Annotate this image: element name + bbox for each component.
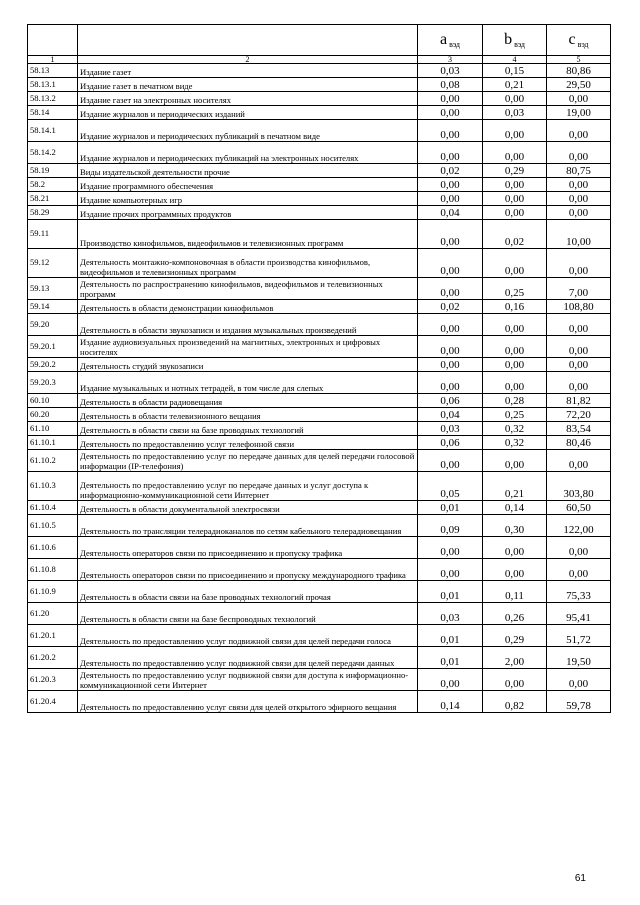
row-b-value: 0,02	[483, 220, 547, 249]
row-name-cell: Издание газет	[78, 64, 418, 78]
table-row	[28, 559, 611, 581]
row-b-value: 0,00	[483, 358, 547, 372]
table-row	[28, 164, 611, 178]
row-b-value: 0,00	[483, 669, 547, 691]
row-name-cell: Издание журналов и периодических публикаций на электронных носителях	[78, 142, 418, 164]
row-code-cell: 59.13	[28, 278, 78, 300]
row-name-cell: Деятельность по предоставлению услуг связи для целей открытого эфирного вещания	[78, 691, 418, 713]
row-a-value: 0,00	[418, 314, 483, 336]
row-name-cell: Издание компьютерных игр	[78, 192, 418, 206]
row-name-cell: Деятельность в области телевизионного вещания	[78, 408, 418, 422]
table-row	[28, 669, 611, 691]
header-cell-name	[78, 25, 418, 56]
row-code-cell: 61.20.1	[28, 625, 78, 647]
row-b-value: 0,00	[483, 206, 547, 220]
row-a-value: 0,00	[418, 537, 483, 559]
column-index: 1	[28, 56, 78, 64]
row-c-value: 19,50	[547, 647, 611, 669]
table-row	[28, 192, 611, 206]
row-c-value: 0,00	[547, 314, 611, 336]
row-c-value: 80,86	[547, 64, 611, 78]
row-c-value: 122,00	[547, 515, 611, 537]
row-c-value: 19,00	[547, 106, 611, 120]
row-b-value: 0,21	[483, 472, 547, 501]
row-name-cell: Деятельность в области связи на базе проводных технологий прочая	[78, 581, 418, 603]
column-index: 3	[418, 56, 483, 64]
row-code-cell: 61.10.9	[28, 581, 78, 603]
row-a-value: 0,00	[418, 559, 483, 581]
row-code-cell: 61.10.4	[28, 501, 78, 515]
table-row	[28, 142, 611, 164]
row-c-value: 0,00	[547, 450, 611, 472]
row-name-cell: Деятельность студий звукозаписи	[78, 358, 418, 372]
row-a-value: 0,05	[418, 472, 483, 501]
row-b-value: 0,28	[483, 394, 547, 408]
row-a-value: 0,02	[418, 164, 483, 178]
table-row	[28, 278, 611, 300]
row-name-cell: Деятельность операторов связи по присоединению и пропуску международного трафика	[78, 559, 418, 581]
row-a-value: 0,06	[418, 436, 483, 450]
row-code-cell: 61.10.8	[28, 559, 78, 581]
row-code-cell: 58.13.2	[28, 92, 78, 106]
row-code-cell: 59.11	[28, 220, 78, 249]
row-a-value: 0,04	[418, 206, 483, 220]
row-c-value: 0,00	[547, 142, 611, 164]
row-code-cell: 58.14.1	[28, 120, 78, 142]
table-row	[28, 625, 611, 647]
row-b-value: 0,32	[483, 422, 547, 436]
row-name-cell: Виды издательской деятельности прочие	[78, 164, 418, 178]
row-a-value: 0,01	[418, 647, 483, 669]
row-code-cell: 59.20	[28, 314, 78, 336]
row-c-value: 60,50	[547, 501, 611, 515]
table-row	[28, 472, 611, 501]
row-name-cell: Издание журналов и периодических публикаций в печатном виде	[78, 120, 418, 142]
row-b-value: 0,00	[483, 314, 547, 336]
row-c-value: 80,75	[547, 164, 611, 178]
row-name-cell: Деятельность по предоставлению услуг подвижной связи для целей передачи голоса	[78, 625, 418, 647]
table-row	[28, 249, 611, 278]
row-c-value: 0,00	[547, 178, 611, 192]
row-name-cell: Деятельность по распространению кинофильмов, видеофильмов и телевизионных программ	[78, 278, 418, 300]
row-b-value: 2,00	[483, 647, 547, 669]
row-c-value: 0,00	[547, 559, 611, 581]
row-code-cell: 60.20	[28, 408, 78, 422]
row-code-cell: 61.10.2	[28, 450, 78, 472]
table-row	[28, 691, 611, 713]
row-b-value: 0,00	[483, 142, 547, 164]
column-index-row	[28, 56, 611, 64]
row-a-value: 0,00	[418, 336, 483, 358]
row-a-value: 0,00	[418, 142, 483, 164]
row-c-value: 81,82	[547, 394, 611, 408]
table-row	[28, 178, 611, 192]
table-row	[28, 647, 611, 669]
row-name-cell: Деятельность по предоставлению услуг подвижной связи для доступа к информационно-коммуникационной сети Интернет	[78, 669, 418, 691]
row-c-value: 29,50	[547, 78, 611, 92]
column-index: 5	[547, 56, 611, 64]
row-code-cell: 59.12	[28, 249, 78, 278]
header-cell-b: b $_{вэд}$	[483, 25, 547, 56]
row-c-value: 0,00	[547, 206, 611, 220]
table-row	[28, 314, 611, 336]
row-c-value: 0,00	[547, 120, 611, 142]
row-name-cell: Деятельность по предоставлению услуг по передаче данных для целей передачи голосовой информации (IP-телефония)	[78, 450, 418, 472]
row-a-value: 0,00	[418, 450, 483, 472]
row-b-value: 0,00	[483, 192, 547, 206]
row-code-cell: 61.20	[28, 603, 78, 625]
row-a-value: 0,04	[418, 408, 483, 422]
row-code-cell: 59.20.2	[28, 358, 78, 372]
row-name-cell: Издание прочих программных продуктов	[78, 206, 418, 220]
row-code-cell: 60.10	[28, 394, 78, 408]
row-b-value: 0,29	[483, 164, 547, 178]
row-code-cell: 61.20.3	[28, 669, 78, 691]
row-code-cell: 61.10.1	[28, 436, 78, 450]
row-name-cell: Издание аудиовизуальных произведений на магнитных, электронных и цифровых носителях	[78, 336, 418, 358]
coefficients-table	[27, 24, 611, 713]
row-a-value: 0,01	[418, 625, 483, 647]
row-c-value: 59,78	[547, 691, 611, 713]
row-a-value: 0,14	[418, 691, 483, 713]
row-code-cell: 61.20.4	[28, 691, 78, 713]
row-name-cell: Издание газет на электронных носителях	[78, 92, 418, 106]
row-name-cell: Деятельность в области звукозаписи и издания музыкальных произведений	[78, 314, 418, 336]
row-code-cell: 61.20.2	[28, 647, 78, 669]
document-sheet	[27, 24, 611, 713]
row-b-value: 0,00	[483, 537, 547, 559]
table-row	[28, 206, 611, 220]
row-b-value: 0,32	[483, 436, 547, 450]
row-code-cell: 58.2	[28, 178, 78, 192]
row-b-value: 0,16	[483, 300, 547, 314]
row-name-cell: Деятельность по трансляции телерадиоканалов по сетям кабельного телерадиовещания	[78, 515, 418, 537]
row-name-cell: Деятельность в области радиовещания	[78, 394, 418, 408]
row-c-value: 0,00	[547, 249, 611, 278]
row-c-value: 83,54	[547, 422, 611, 436]
row-name-cell: Деятельность в области демонстрации кинофильмов	[78, 300, 418, 314]
row-code-cell: 58.13	[28, 64, 78, 78]
row-a-value: 0,00	[418, 372, 483, 394]
table-row	[28, 106, 611, 120]
row-c-value: 0,00	[547, 358, 611, 372]
row-a-value: 0,00	[418, 669, 483, 691]
header-cell-c: c $_{вэд}$	[547, 25, 611, 56]
table-row	[28, 450, 611, 472]
row-name-cell: Деятельность по предоставлению услуг подвижной связи для целей передачи данных	[78, 647, 418, 669]
row-a-value: 0,02	[418, 300, 483, 314]
row-code-cell: 58.21	[28, 192, 78, 206]
row-c-value: 7,00	[547, 278, 611, 300]
row-b-value: 0,00	[483, 372, 547, 394]
table-row	[28, 394, 611, 408]
row-a-value: 0,00	[418, 278, 483, 300]
row-code-cell: 61.10.6	[28, 537, 78, 559]
row-b-value: 0,29	[483, 625, 547, 647]
row-a-value: 0,00	[418, 192, 483, 206]
table-row	[28, 358, 611, 372]
page-number: 61	[574, 873, 586, 884]
row-a-value: 0,01	[418, 581, 483, 603]
row-b-value: 0,11	[483, 581, 547, 603]
row-a-value: 0,01	[418, 501, 483, 515]
row-name-cell: Издание журналов и периодических изданий	[78, 106, 418, 120]
table-row	[28, 220, 611, 249]
row-name-cell: Деятельность в области связи на базе беспроводных технологий	[78, 603, 418, 625]
table-row	[28, 603, 611, 625]
row-name-cell: Деятельность монтажно-компоновочная в области производства кинофильмов, видеофильмов и телевизионных программ	[78, 249, 418, 278]
table-row	[28, 336, 611, 358]
row-name-cell: Издание музыкальных и нотных тетрадей, в том числе для слепых	[78, 372, 418, 394]
table-row	[28, 501, 611, 515]
row-a-value: 0,06	[418, 394, 483, 408]
table-row	[28, 537, 611, 559]
row-c-value: 0,00	[547, 336, 611, 358]
row-a-value: 0,09	[418, 515, 483, 537]
row-name-cell: Деятельность в области документальной электросвязи	[78, 501, 418, 515]
row-c-value: 51,72	[547, 625, 611, 647]
row-code-cell: 61.10.5	[28, 515, 78, 537]
table-row	[28, 581, 611, 603]
row-b-value: 0,03	[483, 106, 547, 120]
header-cell-a: a $_{вэд}$	[418, 25, 483, 56]
header-cell-code	[28, 25, 78, 56]
row-c-value: 0,00	[547, 372, 611, 394]
row-b-value: 0,15	[483, 64, 547, 78]
row-b-value: 0,00	[483, 249, 547, 278]
row-name-cell: Деятельность по предоставлению услуг телефонной связи	[78, 436, 418, 450]
table-row	[28, 92, 611, 106]
row-a-value: 0,00	[418, 220, 483, 249]
row-name-cell: Деятельность по предоставлению услуг по передаче данных и услуг доступа к информационно-коммуникационной сети Интернет	[78, 472, 418, 501]
row-code-cell: 58.19	[28, 164, 78, 178]
row-name-cell: Производство кинофильмов, видеофильмов и телевизионных программ	[78, 220, 418, 249]
column-index: 4	[483, 56, 547, 64]
row-code-cell: 59.14	[28, 300, 78, 314]
table-row	[28, 64, 611, 78]
row-b-value: 0,00	[483, 120, 547, 142]
row-b-value: 0,00	[483, 450, 547, 472]
row-b-value: 0,21	[483, 78, 547, 92]
row-b-value: 0,00	[483, 92, 547, 106]
row-c-value: 108,80	[547, 300, 611, 314]
row-c-value: 80,46	[547, 436, 611, 450]
row-name-cell: Издание программного обеспечения	[78, 178, 418, 192]
row-c-value: 0,00	[547, 192, 611, 206]
row-b-value: 0,26	[483, 603, 547, 625]
table-row	[28, 436, 611, 450]
row-b-value: 0,00	[483, 178, 547, 192]
row-c-value: 0,00	[547, 669, 611, 691]
row-code-cell: 58.29	[28, 206, 78, 220]
row-a-value: 0,08	[418, 78, 483, 92]
row-a-value: 0,00	[418, 358, 483, 372]
row-code-cell: 61.10	[28, 422, 78, 436]
row-c-value: 72,20	[547, 408, 611, 422]
row-name-cell: Деятельность в области связи на базе проводных технологий	[78, 422, 418, 436]
row-a-value: 0,00	[418, 106, 483, 120]
row-a-value: 0,03	[418, 603, 483, 625]
row-c-value: 75,33	[547, 581, 611, 603]
row-name-cell: Деятельность операторов связи по присоединению и пропуску трафика	[78, 537, 418, 559]
table-header-row	[28, 25, 611, 56]
table-row	[28, 372, 611, 394]
row-b-value: 0,25	[483, 408, 547, 422]
row-a-value: 0,03	[418, 422, 483, 436]
table-row	[28, 515, 611, 537]
row-a-value: 0,00	[418, 92, 483, 106]
table-row	[28, 422, 611, 436]
row-b-value: 0,25	[483, 278, 547, 300]
row-code-cell: 58.14	[28, 106, 78, 120]
table-row	[28, 78, 611, 92]
table-row	[28, 300, 611, 314]
row-code-cell: 61.10.3	[28, 472, 78, 501]
row-b-value: 0,00	[483, 559, 547, 581]
row-a-value: 0,00	[418, 178, 483, 192]
row-a-value: 0,00	[418, 120, 483, 142]
row-c-value: 95,41	[547, 603, 611, 625]
row-b-value: 0,00	[483, 336, 547, 358]
row-code-cell: 58.13.1	[28, 78, 78, 92]
row-c-value: 0,00	[547, 537, 611, 559]
row-name-cell: Издание газет в печатном виде	[78, 78, 418, 92]
row-a-value: 0,00	[418, 249, 483, 278]
row-b-value: 0,30	[483, 515, 547, 537]
row-b-value: 0,82	[483, 691, 547, 713]
row-a-value: 0,03	[418, 64, 483, 78]
row-c-value: 10,00	[547, 220, 611, 249]
row-c-value: 0,00	[547, 92, 611, 106]
row-code-cell: 59.20.3	[28, 372, 78, 394]
row-c-value: 303,80	[547, 472, 611, 501]
table-row	[28, 408, 611, 422]
row-code-cell: 59.20.1	[28, 336, 78, 358]
row-code-cell: 58.14.2	[28, 142, 78, 164]
row-b-value: 0,14	[483, 501, 547, 515]
column-index: 2	[78, 56, 418, 64]
table-row	[28, 120, 611, 142]
